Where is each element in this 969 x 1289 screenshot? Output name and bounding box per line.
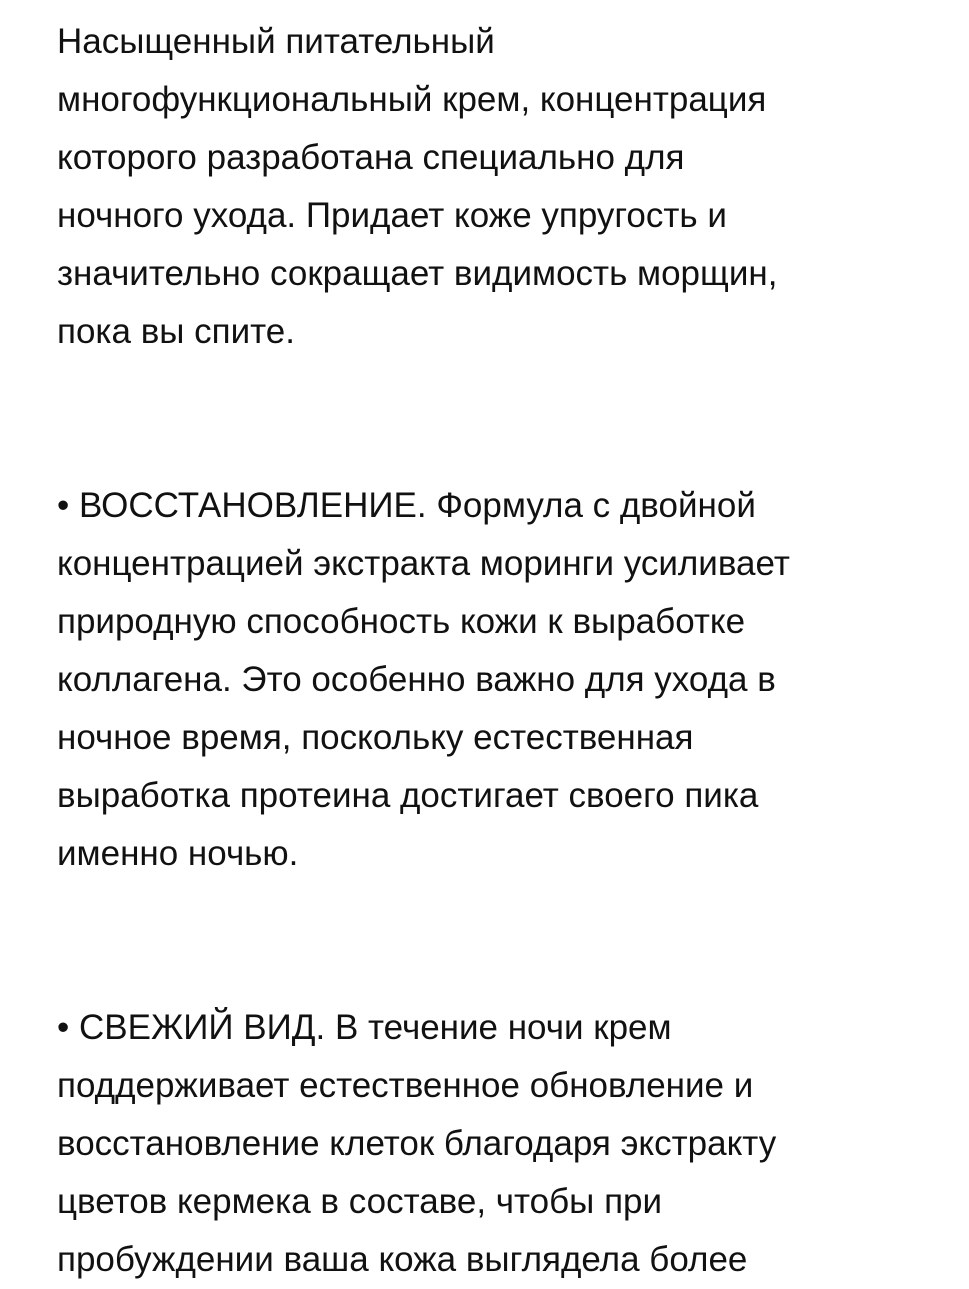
text-line: • ВОССТАНОВЛЕНИЕ. Формула с двойной bbox=[57, 486, 756, 525]
text-line: ночного ухода. Придает коже упругость и bbox=[57, 196, 727, 235]
text-line: Насыщенный питательный bbox=[57, 22, 495, 61]
paragraph-spacer bbox=[57, 361, 937, 477]
text-line: цветов кермека в составе, чтобы при bbox=[57, 1182, 663, 1221]
text-line: пробуждении ваша кожа выглядела более bbox=[57, 1240, 748, 1279]
text-line: • СВЕЖИЙ ВИД. В течение ночи крем bbox=[57, 1008, 672, 1047]
text-line: восстановление клеток благодаря экстракту bbox=[57, 1124, 777, 1163]
text-line: многофункциональный крем, концентрация bbox=[57, 80, 767, 119]
paragraph-spacer bbox=[57, 883, 937, 999]
product-description bbox=[57, 13, 937, 1289]
restoration-paragraph bbox=[57, 477, 937, 883]
text-line: концентрацией экстракта моринги усиливает bbox=[57, 544, 790, 583]
intro-paragraph bbox=[57, 13, 937, 361]
text-line: именно ночью. bbox=[57, 834, 299, 873]
text-line: выработка протеина достигает своего пика bbox=[57, 776, 759, 815]
text-line: коллагена. Это особенно важно для ухода в bbox=[57, 660, 776, 699]
text-line: значительно сокращает видимость морщин, bbox=[57, 254, 778, 293]
text-line: ночное время, поскольку естественная bbox=[57, 718, 694, 757]
text-line: пока вы спите. bbox=[57, 312, 295, 351]
text-line: поддерживает естественное обновление и bbox=[57, 1066, 754, 1105]
text-line: природную способность кожи к выработке bbox=[57, 602, 746, 641]
fresh-look-paragraph bbox=[57, 999, 937, 1289]
text-line: которого разработана специально для bbox=[57, 138, 685, 177]
